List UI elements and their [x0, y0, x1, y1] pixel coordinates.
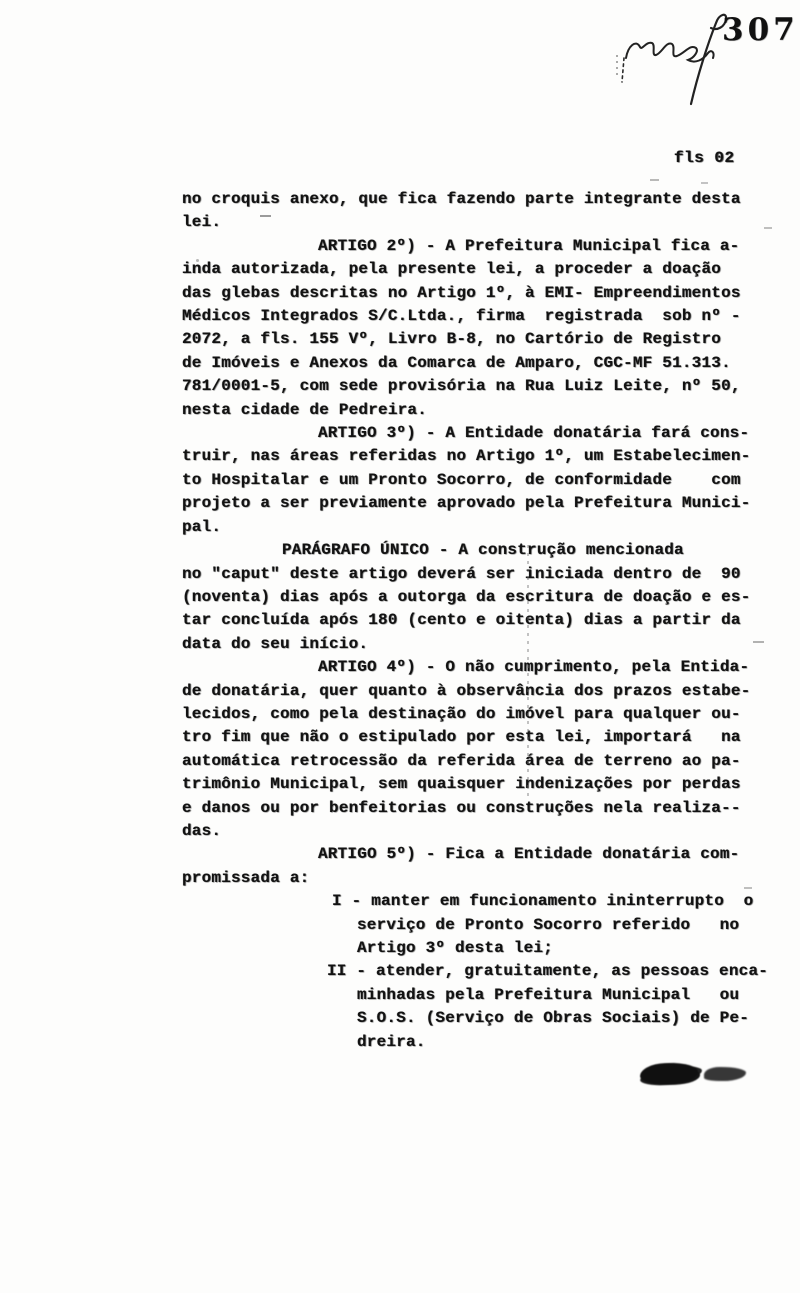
- document-line: lecidos, como pela destinação do imóvel para qualquer ou-: [182, 704, 741, 723]
- scan-speckle: [701, 182, 708, 184]
- scan-speckle: [616, 55, 618, 75]
- document-line: ARTIGO 5º) - Fica a Entidade donatária com-: [318, 845, 740, 864]
- document-line: projeto a ser previamente aprovado pela Prefeitura Munici-: [182, 494, 751, 513]
- document-line: ARTIGO 4º) - O não cumprimento, pela Entida-: [318, 658, 750, 677]
- scan-speckle: [260, 215, 271, 217]
- document-line: de donatária, quer quanto à observância dos prazos estabe-: [182, 681, 751, 700]
- page-number: 307: [722, 12, 799, 48]
- document-line: pal.: [182, 517, 222, 536]
- document-line: nesta cidade de Pedreira.: [182, 400, 428, 419]
- document-line: das.: [182, 821, 222, 840]
- document-line: Médicos Integrados S/C.Ltda., firma registrada sob nº -: [182, 307, 741, 326]
- document-line: ARTIGO 2º) - A Prefeitura Municipal fica a-: [318, 236, 740, 255]
- document-line: PARÁGRAFO ÚNICO - A construção mencionada: [282, 541, 684, 560]
- scan-speckle: [196, 259, 199, 262]
- document-line: trimônio Municipal, sem quaisquer indenizações por perdas: [182, 775, 741, 794]
- document-line: ARTIGO 3º) - A Entidade donatária fará cons-: [318, 424, 750, 443]
- document-line: tro fim que não o estipulado por esta lei, importará na: [182, 728, 741, 747]
- ink-smudge: [704, 1067, 746, 1081]
- document-line: inda autorizada, pela presente lei, a proceder a doação: [182, 260, 722, 279]
- document-line: dreira.: [357, 1032, 426, 1051]
- document-line: II - atender, gratuitamente, as pessoas enca-: [327, 962, 769, 981]
- document-line: S.O.S. (Serviço de Obras Sociais) de Pe-: [357, 1009, 750, 1028]
- document-line: no "caput" deste artigo deverá ser iniciada dentro de 90: [182, 564, 741, 583]
- document-line: tar concluída após 180 (cento e oitenta) dias a partir da: [182, 611, 741, 630]
- document-line: serviço de Pronto Socorro referido no: [357, 915, 740, 934]
- document-line: das glebas descritas no Artigo 1º, à EMI- Empreendimentos: [182, 283, 741, 302]
- document-line: lei.: [182, 213, 222, 232]
- document-line: data do seu início.: [182, 634, 369, 653]
- document-line: automática retrocessão da referida área de terreno ao pa-: [182, 751, 741, 770]
- document-line: 2072, a fls. 155 Vº, Livro B-8, no Cartório de Registro: [182, 330, 722, 349]
- ink-smudge: [640, 1062, 699, 1085]
- document-line: Artigo 3º desta lei;: [357, 939, 554, 957]
- folio-label: fls 02: [674, 149, 735, 167]
- scan-speckle: [753, 641, 764, 643]
- document-line: promissada a:: [182, 868, 310, 887]
- document-line: (noventa) dias após a outorga da escritura de doação e es-: [182, 587, 751, 606]
- document-line: e danos ou por benfeitorias ou construções nela realiza--: [182, 798, 741, 817]
- document-line: de Imóveis e Anexos da Comarca de Amparo, CGC-MF 51.313.: [182, 353, 731, 372]
- scan-speckle: [650, 179, 659, 181]
- document-line: I - manter em funcionamento ininterrupto o: [332, 892, 754, 911]
- document-line: to Hospitalar e um Pronto Socorro, de conformidade com: [182, 470, 741, 489]
- scan-speckle: [764, 227, 772, 229]
- scan-speckle: [527, 545, 529, 800]
- document-line: minhadas pela Prefeitura Municipal ou: [357, 985, 740, 1004]
- document-line: no croquis anexo, que fica fazendo parte integrante desta: [182, 190, 741, 208]
- document-line: 781/0001-5, com sede provisória na Rua Luiz Leite, nº 50,: [182, 377, 741, 396]
- document-text: [182, 188, 772, 1054]
- document-line: truir, nas áreas referidas no Artigo 1º, um Estabelecimen-: [182, 447, 751, 466]
- scan-speckle: [744, 887, 752, 889]
